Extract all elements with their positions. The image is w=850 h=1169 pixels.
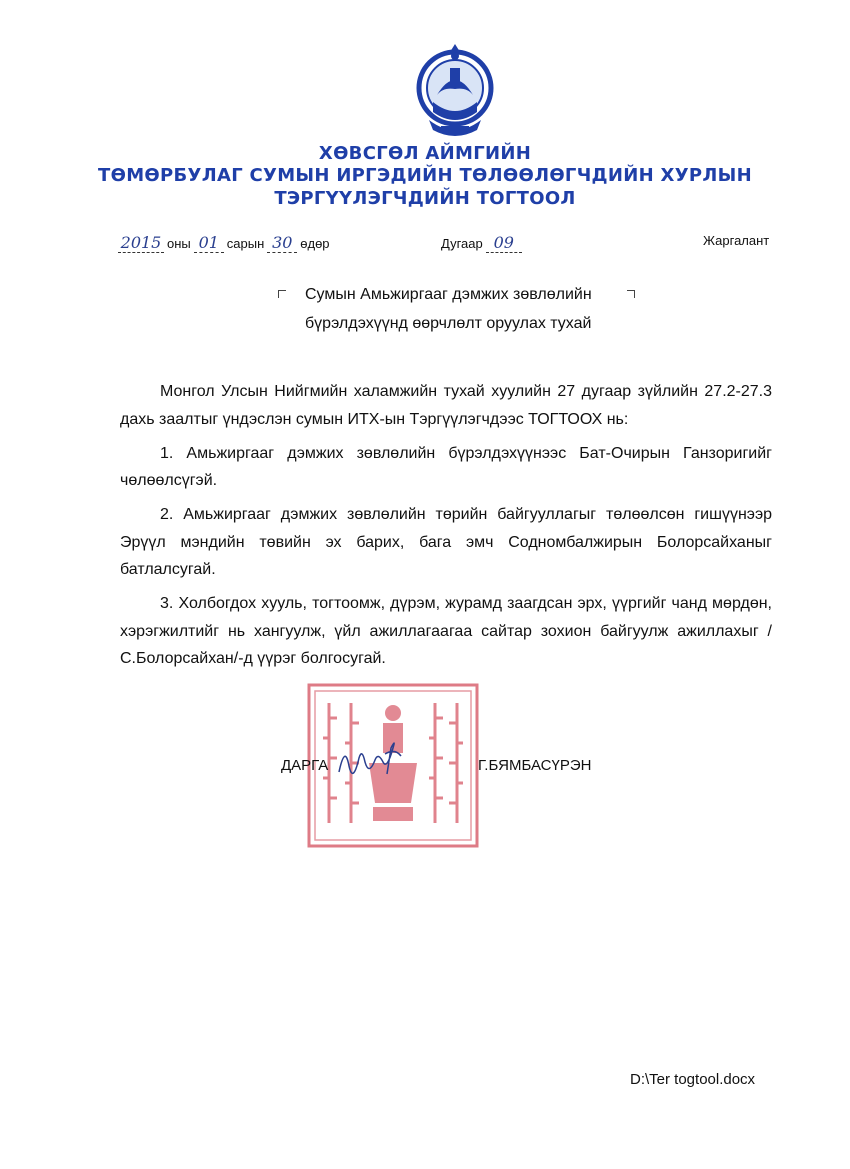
number-label: Дугаар [441,236,483,251]
document-place: Жаргалант [703,233,770,248]
file-path: D:\Ter togtool.docx [630,1071,756,1088]
signatory-title: ДАРГА [281,757,329,774]
date-month-label: сарын [226,236,265,251]
resolution-item-1: 1. Амьжиргааг дэмжих зөвлөлийн бүрэлдэхүүнээс Бат-Очирын Ганзоригийг чөлөөлсүгэй. [120,444,772,489]
date-year: 2015 [118,233,164,253]
resolution-item-3: 3. Холбогдох хууль, тогтоомж, дүрэм, журамд заагдсан эрх, үүргийг чанд мөрдөн, хэрэгжилтийг нь хангуулж, үйл ажиллагаагаа сайтар зохион байгуулж ажиллахыг /С.Болорсайхан/-д үүрэг болгосугай. [120,595,772,667]
subject-bracket-right [627,290,635,298]
handwritten-signature-icon [335,742,405,787]
state-emblem-icon [415,40,495,140]
resolution-item-2: 2. Амьжиргааг дэмжих зөвлөлийн төрийн байгууллагыг төлөөлсөн гишүүнээр Эрүүл мэндийн төвийн эх барих, бага эмч Содномбалжирын Болорсайханыг батлалсугай. [120,506,772,578]
date-day-label: өдөр [300,236,330,251]
signatory-name: Г.БЯМБАСҮРЭН [478,757,592,774]
document-number [438,233,522,253]
document-type-title: ТЭРГҮҮЛЭГЧДИЙН ТОГТООЛ [274,188,576,209]
subject-line-2: бүрэлдэхүүнд өөрчлөлт оруулах тухай [305,315,592,332]
issuer-title-line-2: ТӨМӨРБУЛАГ СУМЫН ИРГЭДИЙН ТӨЛӨӨЛӨГЧДИЙН ХУРЛЫН [98,165,752,186]
date-day: 30 [267,233,297,253]
resolution-body [120,378,772,679]
document-date [118,233,333,253]
preamble-paragraph: Монгол Улсын Нийгмийн халамжийн тухай хуулийн 27 дугаар зүйлийн 27.2-27.3 дахь заалтыг үндэслэн сумын ИТХ-ын Тэргүүлэгчдээс ТОГТООХ нь: [120,383,772,428]
subject-line-1: Сумын Амьжиргааг дэмжих зөвлөлийн [305,286,592,303]
number-value: 09 [486,233,522,253]
date-month: 01 [194,233,224,253]
issuer-title-line-1: ХӨВСГӨЛ АЙМГИЙН [318,143,532,164]
subject-bracket-left [278,290,286,298]
date-year-label: оны [167,236,191,251]
